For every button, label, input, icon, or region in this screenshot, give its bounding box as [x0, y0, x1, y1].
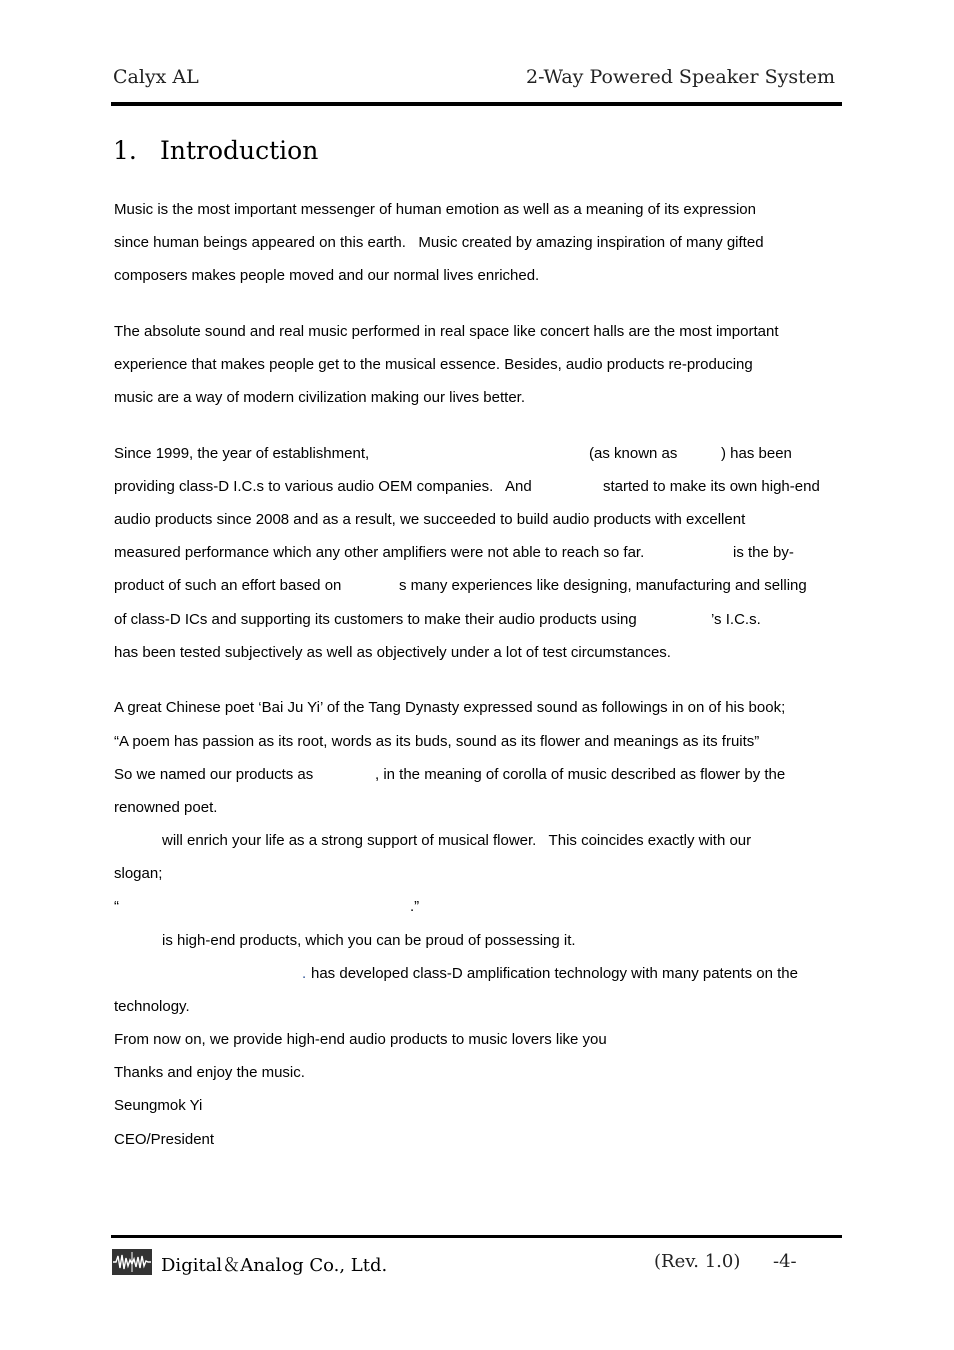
body-line: has developed class-D amplification technology with many patents on the [311, 965, 798, 982]
section-heading [113, 136, 318, 165]
body-line: measured performance which any other amplifiers were not able to reach so far. [114, 544, 645, 561]
section-title: Introduction [160, 136, 319, 165]
body-line: From now on, we provide high-end audio products to music lovers like you [114, 1031, 607, 1048]
signature-title: CEO/President [114, 1131, 215, 1148]
slogan-open-quote: “ [114, 898, 119, 915]
body-line: (as known as [589, 445, 678, 462]
body-line-period: . [302, 965, 307, 982]
footer-revision: (Rev. 1.0) [654, 1251, 741, 1272]
body-line: technology. [114, 998, 190, 1015]
body-line: “A poem has passion as its root, words as its buds, sound as its flower and meanings as its fruits” [114, 733, 760, 750]
body-line: , in the meaning of corolla of music described as flower by the [375, 766, 786, 783]
body-line: is high-end products, which you can be proud of possessing it. [162, 932, 576, 949]
body-line: product of such an effort based on [114, 577, 342, 594]
signature-name: Seungmok Yi [114, 1097, 203, 1114]
body-line: s many experiences like designing, manufacturing and selling [399, 577, 807, 594]
body-line: Thanks and enjoy the music. [114, 1064, 305, 1081]
body-line: A great Chinese poet ‘Bai Ju Yi’ of the Tang Dynasty expressed sound as followings in on of his book; [114, 699, 786, 716]
body-line: music are a way of modern civilization making our lives better. [114, 389, 526, 406]
body-line: since human beings appeared on this earth. Music created by amazing inspiration of many gifted [114, 234, 764, 251]
company-logo-icon [112, 1249, 152, 1275]
header-rule [111, 102, 842, 106]
footer-page-number: -4- [773, 1251, 797, 1272]
section-number: 1. [113, 136, 137, 165]
body-line: composers makes people moved and our normal lives enriched. [114, 267, 540, 284]
body-line: of class-D ICs and supporting its customers to make their audio products using [114, 611, 637, 628]
body-line: audio products since 2008 and as a result, we succeeded to build audio products with excellent [114, 511, 746, 528]
footer-company-name: Digital＆Analog Co., Ltd. [161, 1255, 388, 1276]
body-line: has been tested subjectively as well as objectively under a lot of test circumstances. [114, 644, 671, 661]
footer-rule [111, 1235, 842, 1238]
body-line: So we named our products as [114, 766, 314, 783]
body-line: ’s I.C.s. [711, 611, 761, 628]
body-line: slogan; [114, 865, 163, 882]
header-product-name: Calyx AL [113, 66, 199, 88]
body-line: experience that makes people get to the musical essence. Besides, audio products re-producing [114, 356, 753, 373]
body-line: is the by- [733, 544, 794, 561]
body-line: ) has been [721, 445, 792, 462]
body-line: renowned poet. [114, 799, 218, 816]
body-line: The absolute sound and real music performed in real space like concert halls are the most important [114, 323, 779, 340]
slogan-close-quote: .” [410, 898, 420, 915]
body-line: Music is the most important messenger of human emotion as well as a meaning of its expression [114, 201, 756, 218]
body-line: started to make its own high-end [603, 478, 820, 495]
body-line: providing class-D I.C.s to various audio OEM companies. And [114, 478, 532, 495]
body-line: Since 1999, the year of establishment, [114, 445, 370, 462]
header-document-title: 2-Way Powered Speaker System [526, 66, 835, 88]
body-line: will enrich your life as a strong support of musical flower. This coincides exactly with our [162, 832, 752, 849]
